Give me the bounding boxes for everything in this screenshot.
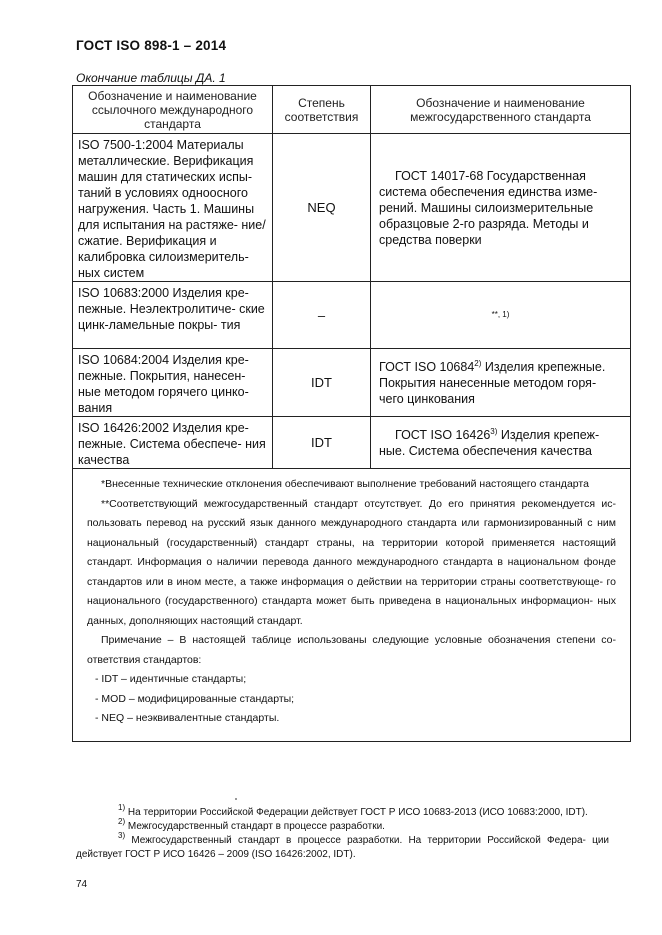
footnote-reference: 2) <box>474 358 482 368</box>
footnote-2 <box>76 817 609 834</box>
interstate-standard-text: ГОСТ 14017-68 Государственная система обеспечения единства изме- рений. Машины силоизмерительные образцовые 2-го разряда. Методы и средства поверки <box>379 168 598 247</box>
table-row <box>73 349 631 417</box>
note-missing-standard: **Соответствующий межгосударственный стандарт отсутствует. До его принятия рекомендуется ис- пользовать перевод на русский язык данного международного стандарта или гармонизированный с ним национальный (государственный) стандарт страны, на территории которой применяется настоящий стандарт. Информация о наличии перевода данного международного стандарта в национальном фонде стандартов или в ином месте, а также информация о действии на территории страны соответствующе- го национального (государственного) стандарта может быть приведена в национальных информацион- ных данных, дополняющих настоящий стандарт. <box>87 497 616 627</box>
missing-standard-mark: **, 1) <box>491 310 510 319</box>
scan-dot <box>235 798 237 800</box>
international-standard-cell: ISO 16426:2002 Изделия кре- пежные. Система обеспече- ния качества <box>73 417 273 469</box>
page-number: 74 <box>76 879 88 890</box>
interstate-standard-cell <box>371 417 631 469</box>
table-notes-row <box>73 469 631 742</box>
header-degree-of-correspondence: Степень соответствия <box>273 86 371 134</box>
footnote-mark: 3) <box>118 831 126 840</box>
interstate-standard-cell <box>371 134 631 282</box>
table-notes-cell <box>73 469 631 742</box>
note-legend-intro: Примечание – В настоящей таблице использованы следующие условные обозначения степени со- ответствия стандартов: <box>87 634 616 666</box>
standards-correspondence-table <box>72 85 631 742</box>
note-deviations: *Внесенные технические отклонения обеспечивают выполнение требований настоящего стандарта <box>101 478 589 490</box>
degree-cell: IDT <box>273 349 371 417</box>
header-international-standard: Обозначение и наименование ссылочного международного стандарта <box>73 86 273 134</box>
table-caption: Окончание таблицы ДА. 1 <box>76 71 226 85</box>
footnote-text: Межгосударственный стандарт в процессе разработки. <box>125 821 385 832</box>
footnote-text: На территории Российской Федерации действует ГОСТ Р ИСО 10683-2013 (ИСО 10683:2000, IDT). <box>125 807 588 818</box>
international-standard-cell: ISO 10684:2004 Изделия кре- пежные. Покрытия, нанесен- ные методом горячего цинко- вания <box>73 349 273 417</box>
interstate-standard-cell <box>371 282 631 349</box>
interstate-standard-code: ГОСТ ISO 10684 <box>379 359 475 374</box>
degree-cell: IDT <box>273 417 371 469</box>
interstate-standard-title: Изделия крепеж- ные. Система обеспечения качества <box>379 427 600 458</box>
footnote-reference: 3) <box>490 426 498 436</box>
interstate-standard-title: Изделия крепежные. Покрытия нанесенные методом горя- чего цинкования <box>379 359 606 406</box>
legend-item-mod: - MOD – модифицированные стандарты; <box>95 692 295 705</box>
table-header-row <box>73 86 631 134</box>
footnote-mark: 1) <box>118 803 126 812</box>
document-header-title: ГОСТ ISO 898-1 – 2014 <box>76 38 227 53</box>
table-row <box>73 134 631 282</box>
interstate-standard-cell <box>371 349 631 417</box>
degree-cell: – <box>273 282 371 349</box>
footnote-text: Межгосударственный стандарт в процессе разработки. На территории Российской Федера- ции действует ГОСТ Р ИСО 16426 – 2009 (ISO 16426:2002, IDT). <box>76 835 609 860</box>
degree-cell: NEQ <box>273 134 371 282</box>
legend-item-neq: - NEQ – неэквивалентные стандарты. <box>95 712 280 724</box>
footnote-mark: 2) <box>118 817 126 826</box>
footnote-1 <box>76 803 609 820</box>
interstate-standard-code: ГОСТ ISO 16426 <box>395 427 491 442</box>
international-standard-cell: ISO 10683:2000 Изделия кре- пежные. Неэлектролитиче- ские цинк-ламельные покры- тия <box>73 282 273 349</box>
footnotes <box>76 803 609 862</box>
table-row <box>73 417 631 469</box>
table-row <box>73 282 631 349</box>
international-standard-cell: ISO 7500-1:2004 Материалы металлические. Верификация машин для статических испы- таний в условиях одноосного нагружения. Часть 1. Машины для испытания на растяже- ние/сжатие. Верификация и калибровка силоизмеритель- ных систем <box>73 134 273 282</box>
header-interstate-standard: Обозначение и наименование межгосударственного стандарта <box>371 86 631 134</box>
legend-item-idt: - IDT – идентичные стандарты; <box>95 673 247 685</box>
footnote-3 <box>76 831 609 862</box>
